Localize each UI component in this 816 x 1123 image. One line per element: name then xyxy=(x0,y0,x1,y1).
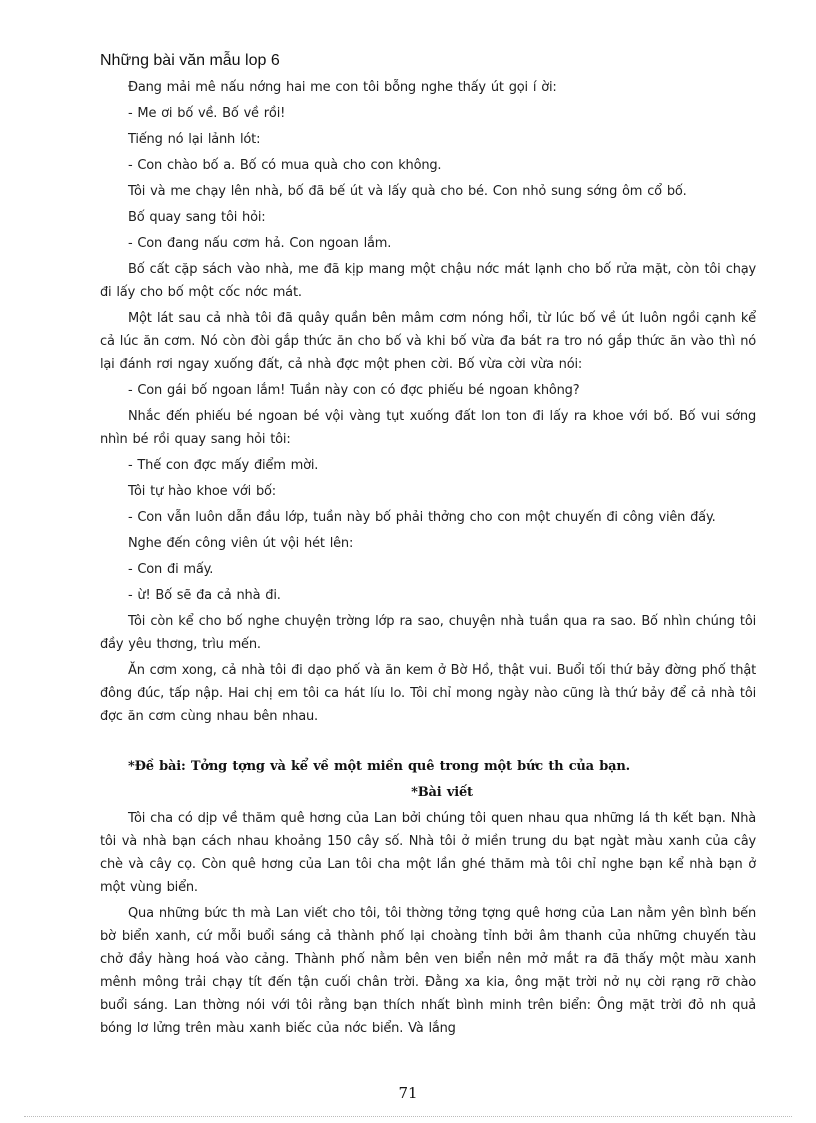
paragraph: - ừ! Bố sẽ đa cả nhà đi. xyxy=(128,588,281,603)
paragraph: Nghe đến công viên út vội hét lên: xyxy=(128,536,354,551)
section-gap xyxy=(128,731,756,755)
paragraph: Tiếng nó lại lảnh lót: xyxy=(128,132,261,147)
essay-paragraphs xyxy=(100,807,756,1040)
paragraph: - Thế con đợc mấy điểm mời. xyxy=(128,458,319,473)
paragraph: Một lát sau cả nhà tôi đã quây quần bên mâm cơm nóng hổi, từ lúc bố về út luôn ngồi cạnh kể cả lúc ăn cơm. Nó còn đòi gắp thức ăn cho bố và khi bố vừa đa bát ra tro nó gắp thức ăn vào thì nó lại đánh rơi ngay xuống đất, cả nhà đợc một phen cời. Bố vừa cời vừa nói: xyxy=(100,311,756,372)
paragraph: Ăn cơm xong, cả nhà tôi đi dạo phố và ăn kem ở Bờ Hồ, thật vui. Buổi tối thứ bảy đờng phố thật đông đúc, tấp nập. Hai chị em tôi ca hát líu lo. Tôi chỉ mong ngày nào cũng là thứ bảy để cả nhà tôi đợc ăn cơm cùng nhau bên nhau. xyxy=(100,663,756,724)
paragraph: Đang mải mê nấu nớng hai me con tôi bỗng nghe thấy út gọi í ời: xyxy=(128,80,557,95)
paragraph: - Con vẫn luôn dẫn đầu lớp, tuần này bố phải thởng cho con một chuyến đi công viên đấy. xyxy=(128,510,716,525)
paragraph: - Con gái bố ngoan lắm! Tuần này con có đợc phiếu bé ngoan không? xyxy=(128,383,580,398)
paragraph: - Con chào bố a. Bố có mua quà cho con không. xyxy=(128,158,442,173)
page-header: Những bài văn mẫu lop 6 xyxy=(100,52,280,69)
assignment-heading: *Đề bài: Tởng tợng và kể về một miền quê trong một bức th của bạn. xyxy=(128,759,630,774)
footer-divider xyxy=(24,1116,792,1117)
paragraph: Tôi tự hào khoe với bố: xyxy=(128,484,276,499)
paragraph: Tôi cha có dịp về thăm quê hơng của Lan bởi chúng tôi quen nhau qua những lá th kết bạn. Nhà tôi và nhà bạn cách nhau khoảng 150 cây số. Nhà tôi ở miền trung du bạt ngàt màu xanh của cây chè và cây cọ. Còn quê hơng của Lan tôi cha một lần ghé thăm mà tôi chỉ nghe bạn kể nhà bạn ở một vùng biển. xyxy=(100,811,756,895)
paragraph: Tôi còn kể cho bố nghe chuyện trờng lớp ra sao, chuyện nhà tuần qua ra sao. Bố nhìn chúng tôi đầy yêu thơng, trìu mến. xyxy=(100,614,756,652)
page-number: 71 xyxy=(398,1084,418,1102)
paragraph: Bố cất cặp sách vào nhà, me đã kịp mang một chậu nớc mát lạnh cho bố rửa mặt, còn tôi chạy đi lấy cho bố một cốc nớc mát. xyxy=(100,262,756,300)
paragraph: - Con đang nấu cơm hả. Con ngoan lắm. xyxy=(128,236,392,251)
paragraph: Nhắc đến phiếu bé ngoan bé vội vàng tụt xuống đất lon ton đi lấy ra khoe với bố. Bố vui sớng nhìn bé rồi quay sang hỏi tôi: xyxy=(100,409,756,447)
paragraph: Bố quay sang tôi hỏi: xyxy=(128,210,266,225)
body-text xyxy=(100,76,756,1043)
paragraph: Tôi và me chạy lên nhà, bố đã bế út và lấy quà cho bé. Con nhỏ sung sớng ôm cổ bố. xyxy=(128,184,687,199)
paragraph: - Con đi mấy. xyxy=(128,562,214,577)
essay-subheading: *Bài viết xyxy=(411,785,473,800)
paragraph: - Me ơi bố về. Bố về rồi! xyxy=(128,106,286,121)
story-paragraphs xyxy=(100,76,756,728)
paragraph: Qua những bức th mà Lan viết cho tôi, tôi thờng tởng tợng quê hơng của Lan nằm yên bình bến bờ biển xanh, cứ mỗi buổi sáng cả thành phố lại choàng tỉnh bởi âm thanh của những chuyến tàu chở đầy hàng hoá vào cảng. Thành phố nằm bên ven biển nên mở mắt ra đã thấy một màu xanh mênh mông trải chạy tít đến tận cuối chân trời. Đằng xa kia, ông mặt trời nở nụ cời rạng rỡ chào buổi sáng. Lan thờng nói với tôi rằng bạn thích nhất bình minh trên biển: Ông mặt trời đỏ nh quả bóng lơ lửng trên màu xanh biếc của nớc biển. Và lắng xyxy=(100,906,756,1036)
